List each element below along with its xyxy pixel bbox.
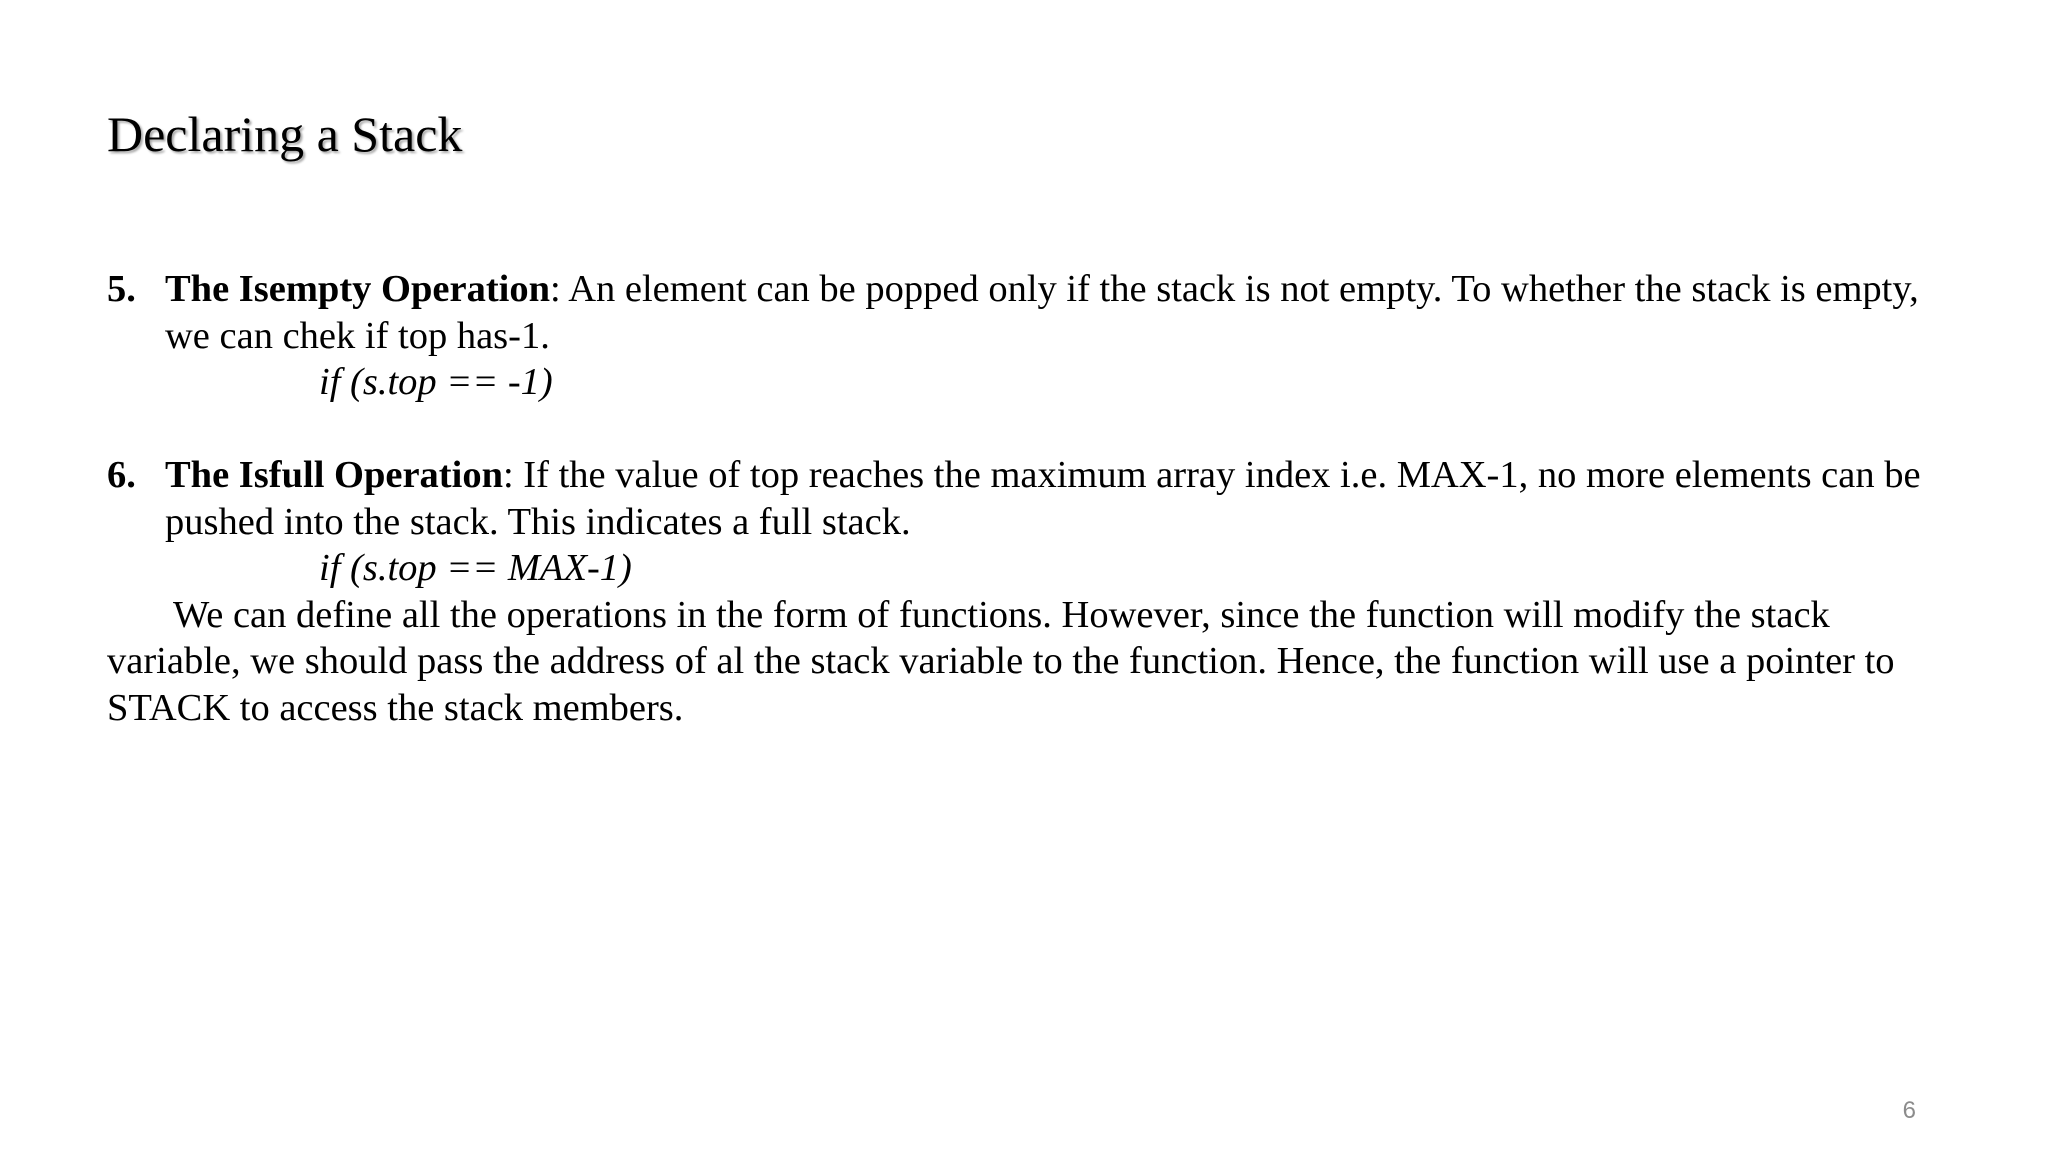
spacer bbox=[107, 406, 1937, 453]
functions-paragraph: We can define all the operations in the form of functions. However, since the function will modify the stack variable, we should pass the address of al the stack variable to the function. Hence, the function will use a pointer to STACK to access the stack members. bbox=[107, 593, 1895, 729]
list-item-text: : If the value of top reaches the maximum array index i.e. MAX-1, no more elements can be pushed into the stack. This indicates a full stack. bbox=[165, 454, 1921, 543]
list-item-number: 6. bbox=[107, 454, 136, 496]
list-item-term: The Isfull Operation bbox=[165, 454, 503, 496]
slide-body bbox=[107, 266, 1937, 731]
code-snippet-isempty: if (s.top == -1) bbox=[319, 361, 553, 403]
list-item-isfull bbox=[107, 452, 1937, 592]
code-snippet-isfull: if (s.top == MAX-1) bbox=[319, 547, 632, 589]
list-item-number: 5. bbox=[107, 268, 136, 310]
list-item-isempty bbox=[107, 266, 1937, 406]
page-number: 6 bbox=[1902, 1097, 1916, 1124]
list-item-term: The Isempty Operation bbox=[165, 268, 550, 310]
slide-title: Declaring a Stack bbox=[107, 106, 463, 162]
list-item-text: : An element can be popped only if the stack is not empty. To whether the stack is empty, we can chek if top has-1. bbox=[165, 268, 1919, 357]
